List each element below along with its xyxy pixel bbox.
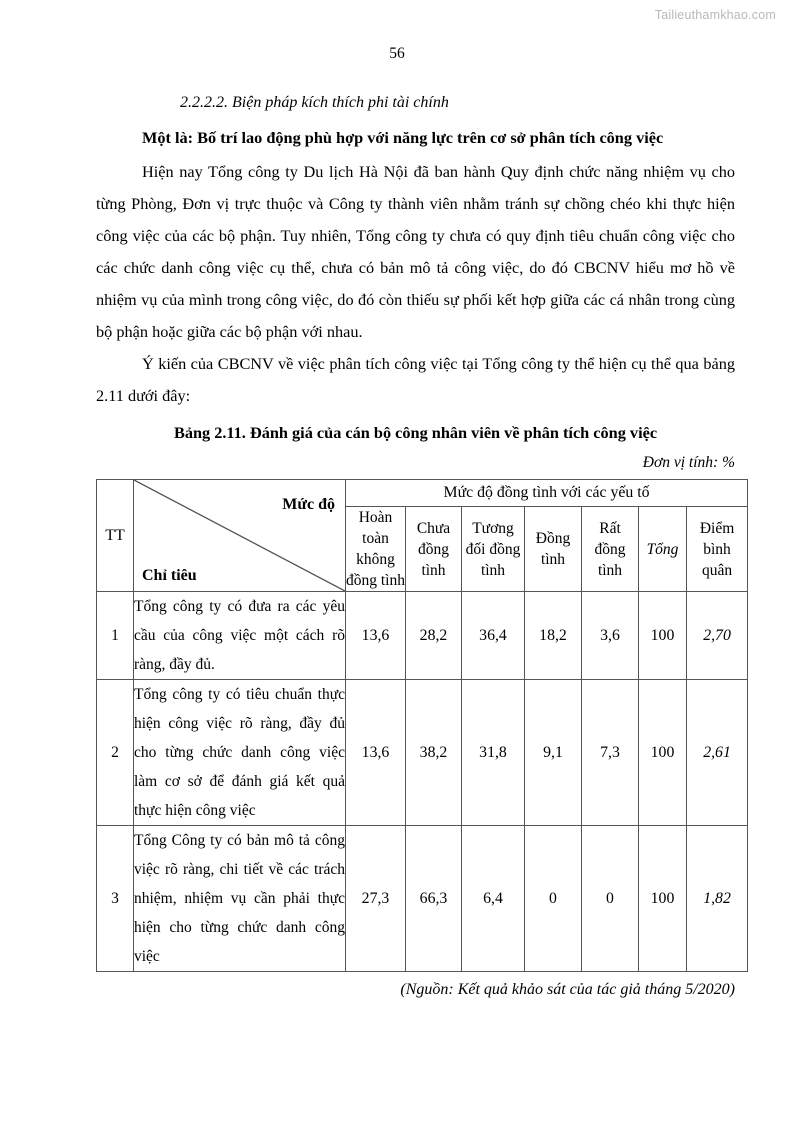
row-1-value-3: 9,1 (525, 680, 582, 826)
body-paragraph-1: Hiện nay Tổng công ty Du lịch Hà Nội đã ban hành Quy định chức năng nhiệm vụ cho từng Phòng, Đơn vị trực thuộc và Công ty thành viên nhằm tránh sự chồng chéo khi thực hiện công việc của các bộ phận. Tuy nhiên, Tổng công ty chưa có quy định tiêu chuẩn công việc cho các chức danh công việc cụ thể, chưa có bản mô tả công việc, do đó CBCNV hiểu mơ hồ về nhiệm vụ của mình trong công việc, do đó còn thiếu sự phối kết hợp giữa các cá nhân trong cùng bộ phận hoặc giữa các bộ phận với nhau. (96, 162, 735, 341)
row-2-value-6: 1,82 (687, 826, 748, 972)
bold-lead-paragraph: Một là: Bố trí lao động phù hợp với năng lực trên cơ sở phân tích công việc (142, 128, 664, 147)
row-0-value-4: 3,6 (582, 592, 639, 680)
row-1-tt: 2 (97, 680, 134, 826)
header-tt: TT (97, 480, 134, 592)
row-0-value-3: 18,2 (525, 592, 582, 680)
row-0-value-5: 100 (639, 592, 687, 680)
row-1-value-6: 2,61 (687, 680, 748, 826)
row-0-value-0: 13,6 (346, 592, 406, 680)
watermark-text: Tailieuthamkhao.com (654, 8, 776, 22)
table-row (97, 592, 748, 680)
table-row (97, 826, 748, 972)
table-caption: Bảng 2.11. Đánh giá của cán bộ công nhân viên về phân tích công việc (173, 423, 658, 442)
row-0-tt: 1 (97, 592, 134, 680)
table-body (97, 592, 748, 972)
row-2-value-4: 0 (582, 826, 639, 972)
row-0-value-1: 28,2 (406, 592, 462, 680)
row-0-value-2: 36,4 (462, 592, 525, 680)
row-2-value-2: 6,4 (462, 826, 525, 972)
header-group-agreement: Mức độ đồng tình với các yếu tố (346, 480, 748, 507)
header-col-6: Điểm bình quân (687, 507, 748, 592)
row-1-value-2: 31,8 (462, 680, 525, 826)
header-col-1: Chưa đồng tình (406, 507, 462, 592)
table-row (97, 680, 748, 826)
header-col-2: Tương đối đồng tình (462, 507, 525, 592)
section-heading: 2.2.2.2. Biện pháp kích thích phi tài chính (180, 94, 449, 111)
row-0-item: Tổng công ty có đưa ra các yêu cầu của công việc một cách rõ ràng, đầy đủ. (134, 592, 346, 680)
row-1-value-5: 100 (639, 680, 687, 826)
header-col-0: Hoàn toàn không đồng tình (346, 507, 406, 592)
row-1-value-0: 13,6 (346, 680, 406, 826)
row-1-value-4: 7,3 (582, 680, 639, 826)
row-0-value-6: 2,70 (687, 592, 748, 680)
row-2-value-1: 66,3 (406, 826, 462, 972)
row-2-value-3: 0 (525, 826, 582, 972)
table-head (97, 480, 748, 592)
header-corner-top-right: Mức độ (282, 496, 335, 513)
page-number: 56 (389, 45, 405, 62)
survey-table (96, 479, 748, 972)
header-col-4: Rất đồng tình (582, 507, 639, 592)
row-2-value-0: 27,3 (346, 826, 406, 972)
header-col-3: Đồng tình (525, 507, 582, 592)
header-col-5: Tổng (639, 507, 687, 592)
row-2-value-5: 100 (639, 826, 687, 972)
row-1-value-1: 38,2 (406, 680, 462, 826)
body-paragraph-2: Ý kiến của CBCNV về việc phân tích công việc tại Tổng công ty thể hiện cụ thể qua bảng 2.11 dưới đây: (96, 354, 735, 405)
row-1-item: Tổng công ty có tiêu chuẩn thực hiện công việc rõ ràng, đầy đủ cho từng chức danh công việc làm cơ sở để đánh giá kết quả thực hiện công việc (134, 680, 346, 826)
unit-note: Đơn vị tính: % (642, 454, 735, 471)
page-content (96, 88, 735, 1004)
header-corner-bottom-left: Chỉ tiêu (142, 567, 197, 584)
table-source-note: (Nguồn: Kết quả khảo sát của tác giả tháng 5/2020) (400, 981, 735, 998)
table-header-row-top (97, 480, 748, 507)
row-2-item: Tổng Công ty có bản mô tả công việc rõ ràng, chi tiết về các trách nhiệm, nhiệm vụ cần phải thực hiện cho từng chức danh công việc (134, 826, 346, 972)
row-2-tt: 3 (97, 826, 134, 972)
header-corner-split-cell (134, 480, 346, 592)
